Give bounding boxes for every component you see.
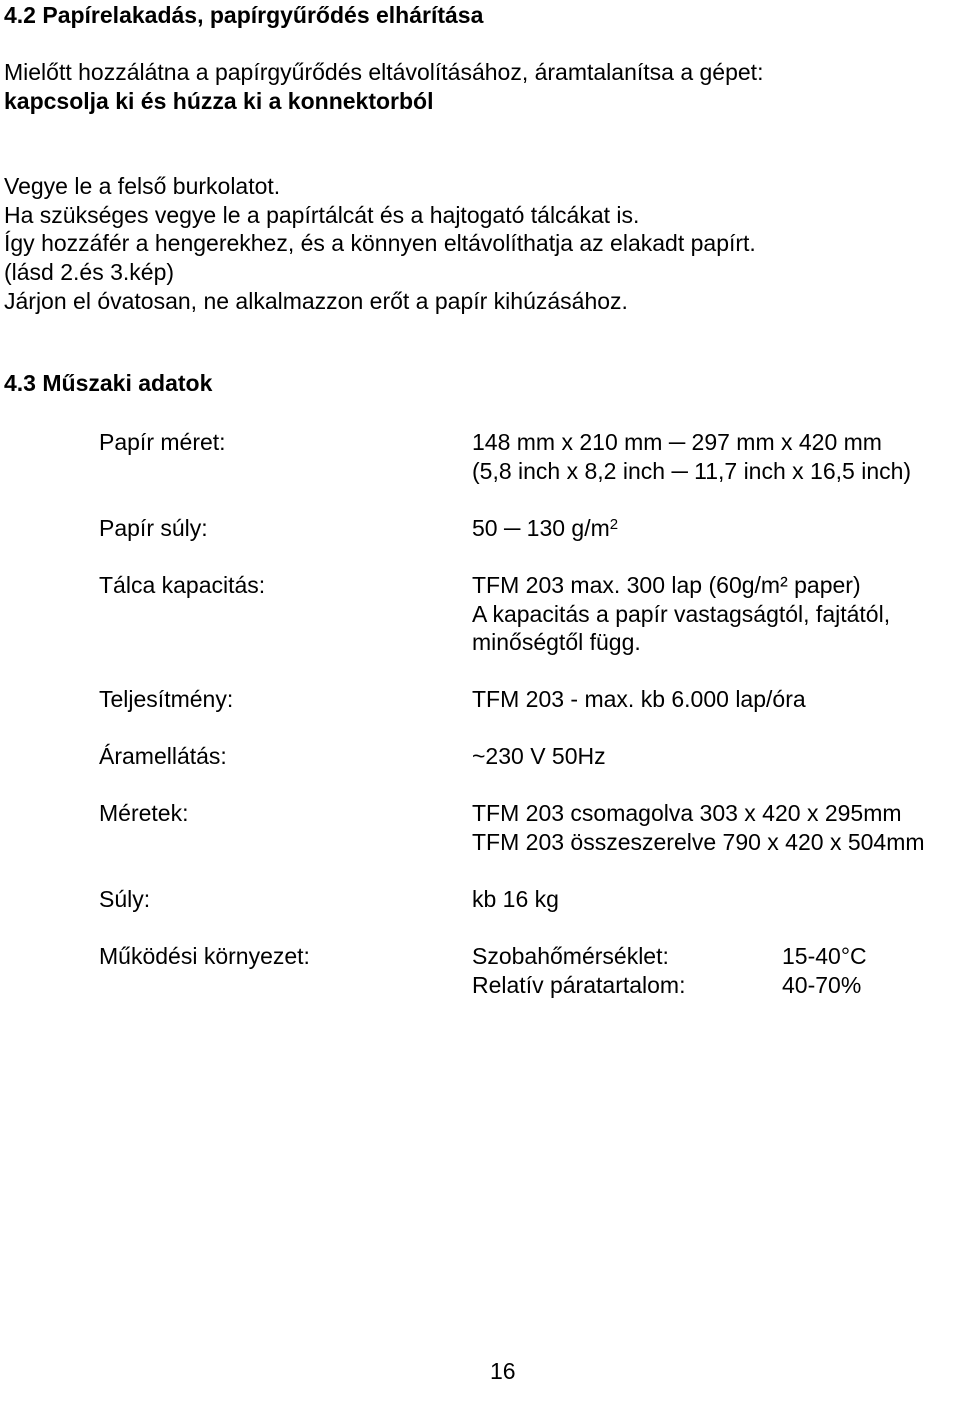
spec-value-dimensions-assembled: TFM 203 összeszerelve 790 x 420 x 504mm: [472, 829, 925, 855]
paper-weight-text: 50 ─ 130 g/m: [472, 515, 610, 541]
spec-label-power-supply: Áramellátás:: [99, 743, 227, 769]
spec-value-dimensions-packed: TFM 203 csomagolva 303 x 420 x 295mm: [472, 800, 902, 826]
spec-value-tray-capacity: TFM 203 max. 300 lap (60g/m² paper): [472, 572, 861, 598]
spec-label-tray-capacity: Tálca kapacitás:: [99, 572, 266, 598]
spec-value-performance: TFM 203 - max. kb 6.000 lap/óra: [472, 686, 806, 712]
spec-value-paper-size: 148 mm x 210 mm ─ 297 mm x 420 mm: [472, 429, 882, 455]
spec-label-environment: Működési környezet:: [99, 943, 310, 969]
intro-line-2: kapcsolja ki és húzza ki a konnektorból: [4, 88, 434, 114]
step-line: Vegye le a felső burkolatot.: [4, 173, 281, 199]
spec-value-tray-capacity-note: A kapacitás a papír vastagságtól, fajtától,: [472, 601, 891, 627]
spec-label-weight: Súly:: [99, 886, 151, 912]
intro-line-1: Mielőtt hozzálátna a papírgyűrődés eltávolításához, áramtalanítsa a gépet:: [4, 59, 764, 85]
spec-value-weight: kb 16 kg: [472, 886, 559, 912]
spec-value-paper-size-inch: (5,8 inch x 8,2 inch ─ 11,7 inch x 16,5 inch): [472, 458, 912, 484]
spec-label-paper-size: Papír méret:: [99, 429, 226, 455]
step-line: (lásd 2.és 3.kép): [4, 259, 175, 285]
env-temperature-label: Szobahőmérséklet:: [472, 943, 669, 969]
spec-label-performance: Teljesítmény:: [99, 686, 234, 712]
env-humidity-label: Relatív páratartalom:: [472, 972, 686, 998]
step-line: Járjon el óvatosan, ne alkalmazzon erőt a papír kihúzásához.: [4, 288, 628, 314]
section-4-3-heading: 4.3 Műszaki adatok: [4, 370, 213, 396]
spec-label-dimensions: Méretek:: [99, 800, 189, 826]
paper-weight-exponent: 2: [609, 516, 619, 533]
spec-value-paper-weight: [472, 514, 618, 543]
section-4-2-heading: 4.2 Papírelakadás, papírgyűrődés elhárítása: [4, 2, 484, 28]
env-temperature-value: 15-40°C: [782, 943, 867, 969]
spec-value-tray-capacity-note-2: minőségtől függ.: [472, 629, 641, 655]
step-line: Ha szükséges vegye le a papírtálcát és a hajtogató tálcákat is.: [4, 202, 640, 228]
env-humidity-value: 40-70%: [782, 972, 862, 998]
spec-value-power-supply: ~230 V 50Hz: [472, 743, 606, 769]
step-line: Így hozzáfér a hengerekhez, és a könnyen eltávolíthatja az elakadt papírt.: [4, 230, 756, 256]
spec-label-paper-weight: Papír súly:: [99, 515, 208, 541]
page-number: 16: [490, 1358, 516, 1384]
